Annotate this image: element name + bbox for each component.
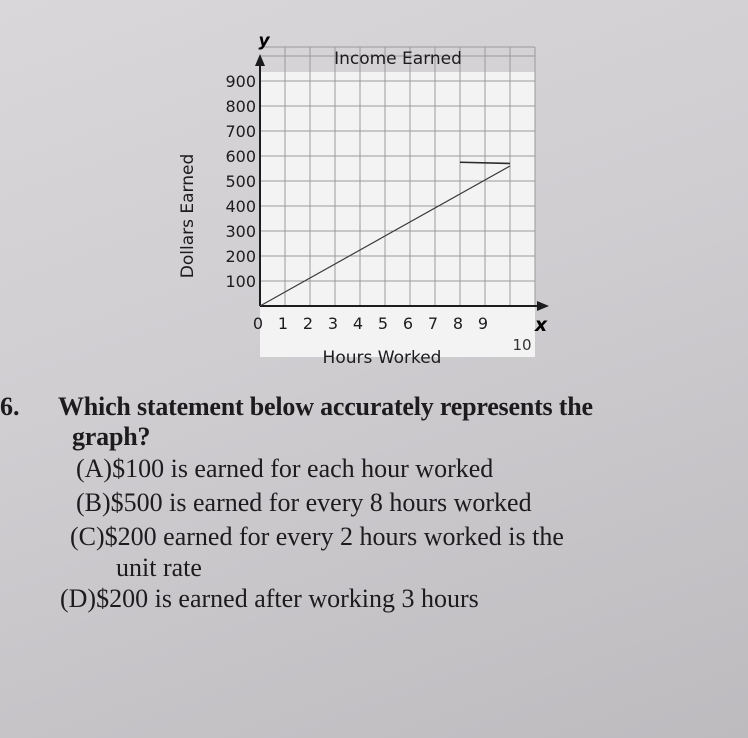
chart-title: Income Earned [334, 49, 462, 69]
option-c-text: $200 earned for every 2 hours worked is the [104, 522, 564, 551]
question-text-line1: Which statement below accurately represents the [58, 392, 593, 421]
option-d-text: $200 is earned after working 3 hours [96, 584, 479, 613]
question-text-line2: graph? [72, 422, 151, 451]
y-tick-label: 700 [225, 122, 256, 141]
x-tick-label: 1 [277, 314, 289, 333]
x-tick-label: 3 [327, 314, 339, 333]
option-c-text-line2: unit rate [116, 553, 202, 582]
x-axis-symbol: x [534, 314, 548, 336]
y-tick-label: 800 [225, 97, 256, 116]
x-tick-label: 9 [477, 314, 489, 333]
y-axis-symbol: y [258, 31, 270, 51]
option-a-text: $100 is earned for each hour worked [112, 454, 494, 483]
y-tick-label: 400 [225, 197, 256, 216]
x-tick-label: 4 [352, 314, 364, 333]
x-axis-label: Hours Worked [322, 348, 442, 368]
option-c[interactable] [70, 520, 708, 582]
x-tick-label: 0 [252, 314, 264, 333]
question-block [0, 392, 708, 616]
option-b[interactable] [76, 486, 708, 520]
x-tick-label: 7 [427, 314, 439, 333]
handwritten-ten: 10 [512, 336, 532, 354]
y-axis-label: Dollars Earned [178, 153, 198, 279]
option-c-letter: (C) [70, 522, 105, 551]
x-tick-label: 6 [402, 314, 414, 333]
option-d[interactable] [60, 582, 708, 616]
y-tick-label: 300 [225, 222, 256, 241]
y-tick-label: 200 [225, 247, 256, 266]
x-tick-label: 2 [302, 314, 314, 333]
x-axis-arrow [537, 301, 549, 311]
x-tick-label: 8 [452, 314, 464, 333]
option-a-letter: (A) [76, 454, 113, 483]
y-tick-label: 500 [225, 172, 256, 191]
option-b-text: $500 is earned for every 8 hours worked [110, 488, 532, 517]
y-tick-label: 900 [225, 72, 256, 91]
x-tick-label: 5 [377, 314, 389, 333]
question-number: 6. [0, 392, 20, 421]
chart-background [260, 72, 535, 357]
income-chart [160, 20, 560, 375]
option-a[interactable] [76, 452, 708, 486]
y-tick-label: 600 [225, 147, 256, 166]
option-d-letter: (D) [60, 584, 97, 613]
y-tick-label: 100 [225, 272, 256, 291]
option-b-letter: (B) [76, 488, 111, 517]
